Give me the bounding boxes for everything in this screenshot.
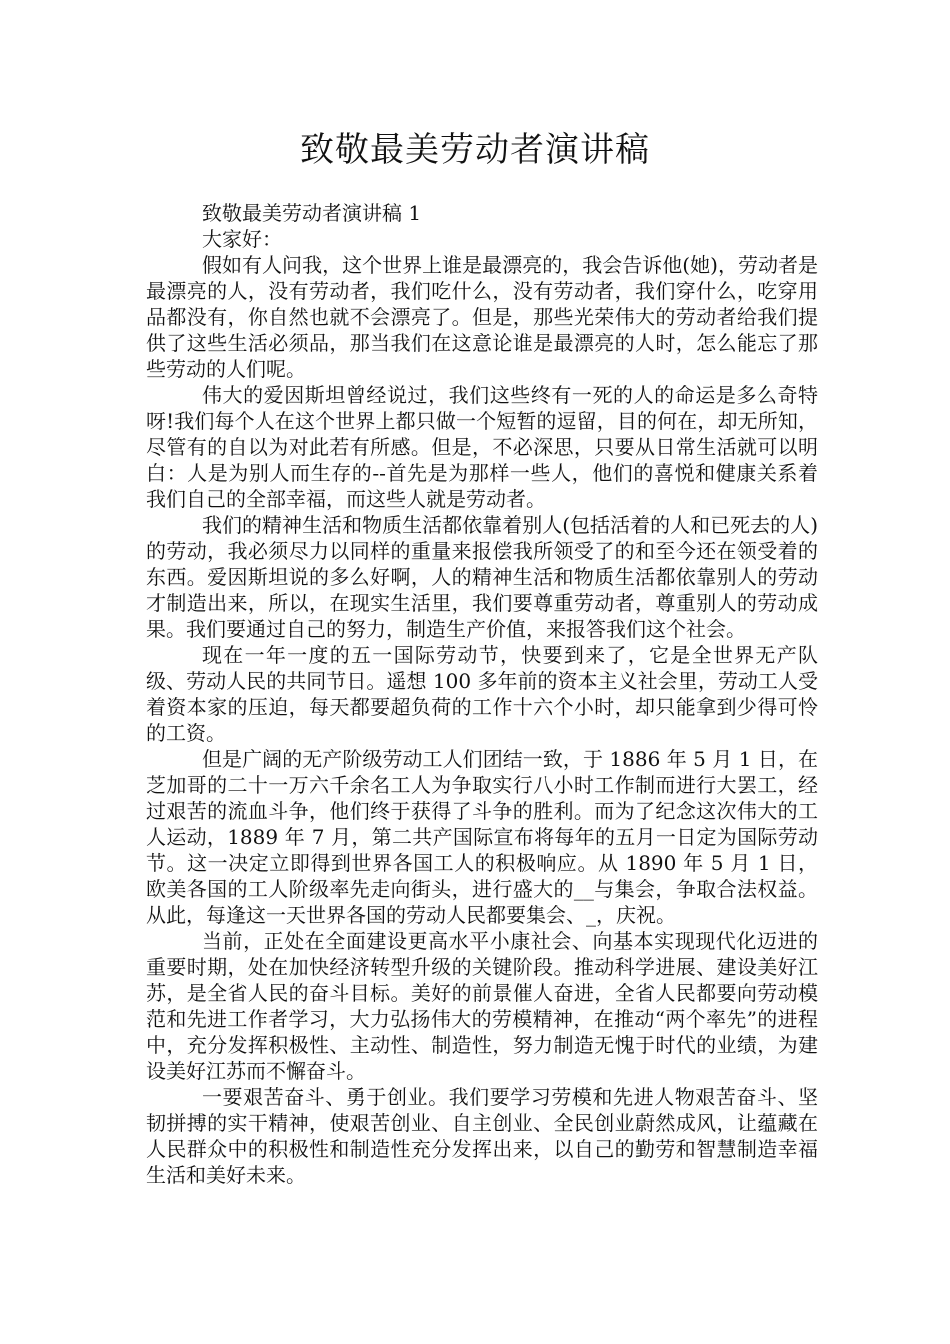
- document-body: [146, 200, 818, 1188]
- paragraph: 当前，正处在全面建设更高水平小康社会、向基本实现现代化迈进的重要时期，处在加快经济转型升级的关键阶段。推动科学进展、建设美好江苏，是全省人民的奋斗目标。美好的前景催人奋进，全省人民都要向劳动模范和先进工作者学习，大力弘扬伟大的劳模精神，在推动“两个率先”的进程中，充分发挥积极性、主动性、制造性，努力制造无愧于时代的业绩，为建设美好江苏而不懈奋斗。: [146, 929, 818, 1083]
- paragraph: 现在一年一度的五一国际劳动节，快要到来了，它是全世界无产队级、劳动人民的共同节日。遥想 100 多年前的资本主义社会里，劳动工人受着资本家的压迫，每天都要超负荷的工作十六个小时，却只能拿到少得可怜的工资。: [146, 643, 818, 745]
- subtitle: 致敬最美劳动者演讲稿 1: [202, 201, 422, 225]
- paragraph: 但是广阔的无产阶级劳动工人们团结一致，于 1886 年 5 月 1 日，在芝加哥的二十一万六千余名工人为争取实行八小时工作制而进行大罢工，经过艰苦的流血斗争，他们终于获得了斗争的胜利。而为了纪念这次伟大的工人运动，1889 年 7 月，第二共产国际宣布将每年的五月一日定为国际劳动节。这一决定立即得到世界各国工人的积极响应。从 1890 年 5 月 1 日，欧美各国的工人阶级率先走向街头，进行盛大的__与集会，争取合法权益。从此，每逢这一天世界各国的劳动人民都要集会、_，庆祝。: [146, 747, 818, 927]
- paragraph: 伟大的爱因斯坦曾经说过，我们这些终有一死的人的命运是多么奇特呀!我们每个人在这个世界上都只做一个短暂的逗留，目的何在，却无所知，尽管有的自以为对此若有所感。但是，不必深思，只要从日常生活就可以明白：人是为别人而生存的--首先是为那样一些人，他们的喜悦和健康关系着我们自己的全部幸福，而这些人就是劳动者。: [146, 383, 818, 511]
- page-title: 致敬最美劳动者演讲稿: [300, 130, 650, 170]
- paragraph: 一要艰苦奋斗、勇于创业。我们要学习劳模和先进人物艰苦奋斗、坚韧拼搏的实干精神，使艰苦创业、自主创业、全民创业蔚然成风，让蕴藏在人民群众中的积极性和制造性充分发挥出来，以自己的勤劳和智慧制造幸福生活和美好未来。: [146, 1085, 818, 1187]
- paragraph: 假如有人问我，这个世界上谁是最漂亮的，我会告诉他(她)，劳动者是最漂亮的人，没有劳动者，我们吃什么，没有劳动者，我们穿什么，吃穿用品都没有，你自然也就不会漂亮了。但是，那些光荣伟大的劳动者给我们提供了这些生活必须品，那当我们在这意论谁是最漂亮的人时，怎么能忘了那些劳动的人们呢。: [146, 253, 818, 381]
- greeting: 大家好：: [202, 227, 282, 251]
- paragraph: 我们的精神生活和物质生活都依靠着别人(包括活着的人和已死去的人)的劳动，我必须尽力以同样的重量来报偿我所领受了的和至今还在领受着的东西。爱因斯坦说的多么好啊，人的精神生活和物质生活都依靠别人的劳动才制造出来，所以，在现实生活里，我们要尊重劳动者，尊重别人的劳动成果。我们要通过自己的努力，制造生产价值，来报答我们这个社会。: [146, 513, 818, 641]
